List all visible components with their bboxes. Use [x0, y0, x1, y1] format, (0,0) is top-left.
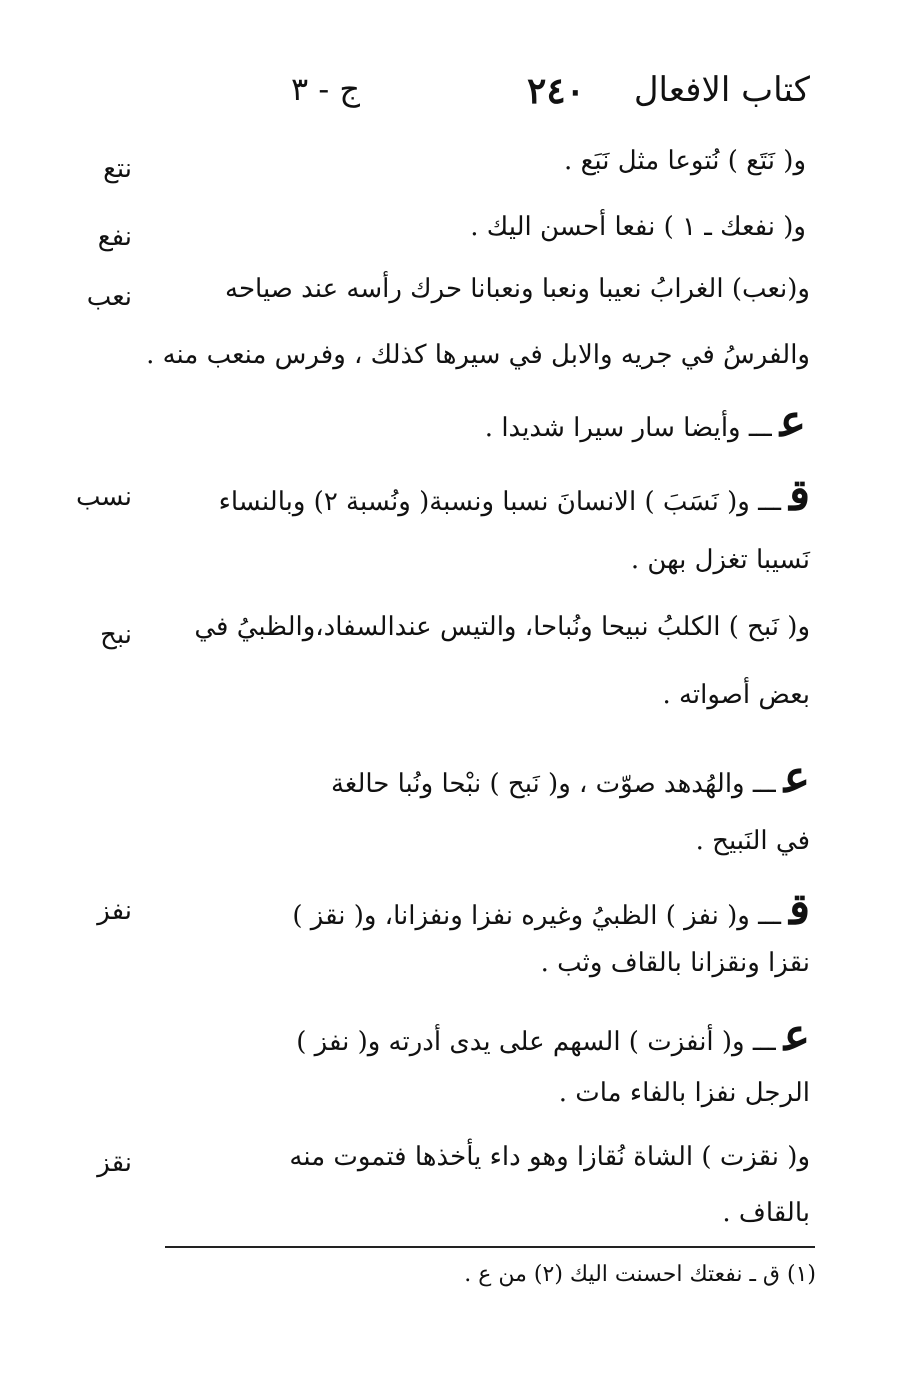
text-line: [110, 752, 810, 805]
margin-headword: نقز: [97, 1148, 132, 1178]
source-marker: ق: [788, 884, 810, 935]
text-line: بعض أصواته .: [662, 680, 810, 710]
page-header: [180, 70, 810, 120]
text-span: ـــ والهُدهد صوّت ، و( نَبح ) نبْحا ونُبا حالغة: [330, 769, 776, 799]
text-line: في النَبيح .: [695, 826, 810, 856]
text-line: و( نَتَع ) نُتوعا مثل نَبَع .: [564, 146, 806, 176]
footnote: (١) ق ـ نفعتك احسنت اليك (٢) من ع .: [464, 1262, 816, 1287]
text-line: نَسيبا تغزل بهن .: [630, 545, 810, 575]
source-marker: ع: [779, 396, 806, 447]
margin-headword: نفع: [97, 222, 132, 252]
text-line: [110, 1010, 810, 1063]
text-line: نقزا ونقزانا بالقاف وثب .: [540, 948, 810, 978]
source-marker: ع: [783, 752, 810, 803]
book-title: كتاب الافعال: [633, 70, 810, 110]
text-line: [110, 884, 810, 937]
margin-headword: نسب: [76, 482, 132, 512]
text-line: و( نقزت ) الشاة نُقازا وهو داء يأخذها فتموت منه: [289, 1142, 810, 1172]
source-marker: ع: [783, 1010, 810, 1061]
text-line: و( نفعك ـ ١ ) نفعا أحسن اليك .: [470, 212, 806, 242]
text-line: و(نعب) الغرابُ نعيبا ونعبا ونعبانا حرك رأسه عند صياحه: [225, 274, 810, 304]
text-line: بالقاف .: [722, 1198, 810, 1228]
text-line: [110, 470, 810, 523]
text-span: ـــ و( نفز ) الظبيُ وغيره نفزا ونفزانا، و( نقز ): [292, 901, 781, 931]
text-line: [166, 396, 806, 449]
text-span: ـــ وأيضا سار سيرا شديدا .: [484, 413, 772, 443]
text-line: والفرسُ في جريه والابل في سيرها كذلك ، وفرس منعب منه .: [146, 340, 810, 370]
margin-headword: نتع: [103, 154, 132, 184]
margin-headword: نبح: [100, 620, 132, 650]
source-marker: ق: [788, 470, 810, 521]
page-number: ٢٤٠: [526, 70, 585, 112]
margin-headword: نفز: [97, 896, 132, 926]
text-line: و( نَبح ) الكلبُ نبيحا ونُباحا، والتيس عندالسفاد،والظبيُ في: [194, 612, 810, 642]
text-span: ـــ و( أنفزت ) السهم على يدى أدرته و( نفز ): [296, 1027, 776, 1057]
margin-headword: نعب: [86, 282, 132, 312]
footnote-divider: [165, 1246, 815, 1248]
text-line: الرجل نفزا بالفاء مات .: [558, 1078, 810, 1108]
volume-label: ج - ٣: [291, 70, 360, 108]
text-span: ـــ و( نَسَبَ ) الانسانَ نسبا ونسبة( ونُسبة ٢) وبالنساء: [218, 487, 781, 517]
